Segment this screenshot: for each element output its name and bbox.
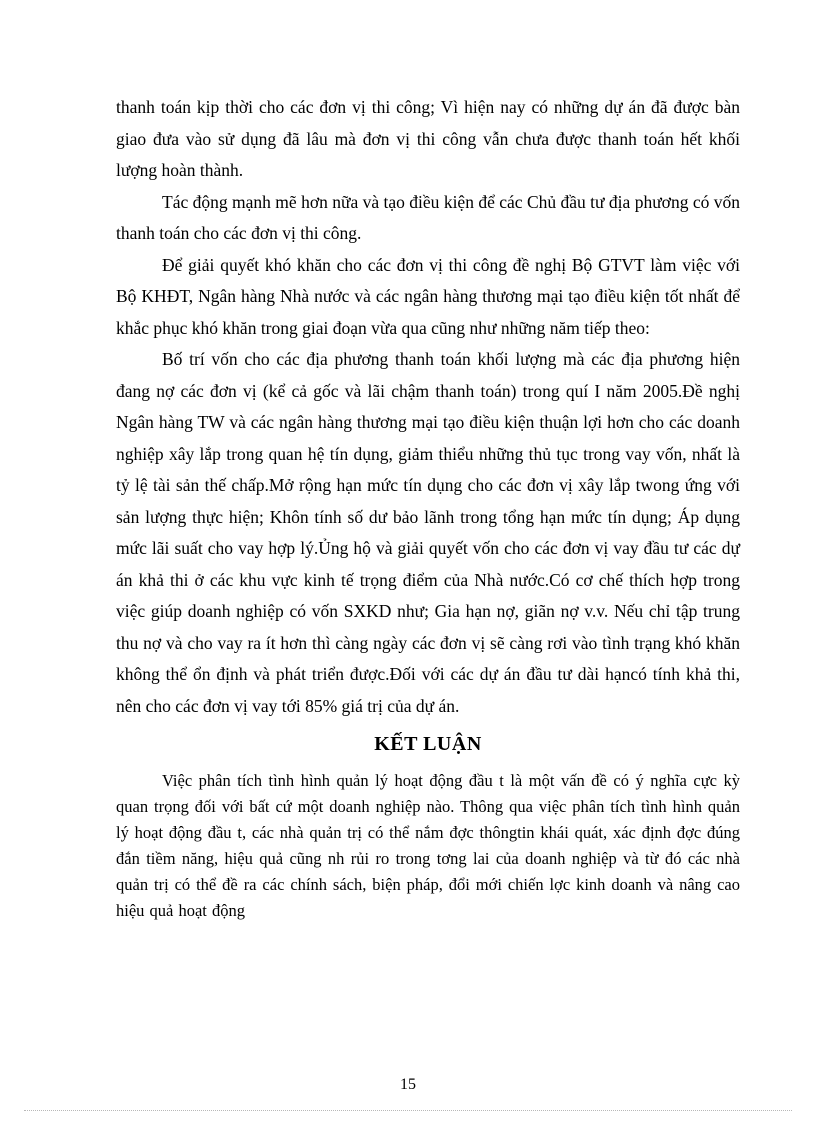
body-text — [116, 92, 740, 924]
paragraph-1: thanh toán kịp thời cho các đơn vị thi công; Vì hiện nay có những dự án đã được bàn giao đưa vào sử dụng đã lâu mà đơn vị thi công vẫn chưa được thanh toán hết khối lượng hoàn thành. — [116, 97, 740, 180]
paragraph-2: Tác động mạnh mẽ hơn nữa và tạo điều kiện để các Chủ đầu tư địa phương có vốn thanh toán cho các đơn vị thi công. — [116, 191, 740, 243]
paragraph-3: Để giải quyết khó khăn cho các đơn vị thi công đề nghị Bộ GTVT làm việc với Bộ KHĐT, Ngân hàng Nhà nước và các ngân hàng thương mại tạo điều kiện tốt nhất để khắc phục khó khăn trong giai đoạn vừa qua cũng như những năm tiếp theo: — [116, 254, 740, 338]
section-heading: KẾT LUẬN — [374, 733, 482, 755]
footer-divider — [24, 1110, 792, 1111]
page-number: 15 — [400, 1076, 416, 1093]
conclusion-paragraph: Việc phân tích tình hình quản lý hoạt động đầu t là một vấn đề có ý nghĩa cực kỳ quan trọng đối với bất cứ một doanh nghiệp nào. Thông qua việc phân tích tình hình quản lý hoạt động đầu t, các nhà quản trị có thể nắm đợc thôngtin khái quát, xác định đợc đúng đắn tiềm năng, hiệu quả cũng nh rủi ro trong tơng lai của doanh nghiệp và từ đó các nhà quản trị có thể đề ra các chính sách, biện pháp, đổi mới chiến lợc kinh doanh và nâng cao hiệu quả hoạt động — [116, 771, 740, 920]
paragraph-4: Bố trí vốn cho các địa phương thanh toán khối lượng mà các địa phương hiện đang nợ các đơn vị (kể cả gốc và lãi chậm thanh toán) trong quí I năm 2005.Đề nghị Ngân hàng TW và các ngân hàng thương mại tạo điều kiện thuận lợi hơn cho các doanh nghiệp xây lắp trong quan hệ tín dụng, giảm thiểu những thủ tục trong vay vốn, nhất là tỷ lệ tài sản thế chấp.Mở rộng hạn mức tín dụng cho các đơn vị xây lắp twong ứng với sản lượng thực hiện; Khôn tính số dư bảo lãnh trong tổng hạn mức tín dụng; Áp dụng mức lãi suất cho vay hợp lý.Ủng hộ và giải quyết vốn cho các đơn vị vay đầu tư các dự án khả thi ở các khu vực kinh tế trọng điểm của Nhà nước.Có cơ chế thích hợp trong việc giúp doanh nghiệp có vốn SXKD như; Gia hạn nợ, giãn nợ v.v. Nếu chỉ tập trung thu nợ và cho vay ra ít hơn thì càng ngày các đơn vị sẽ càng rơi vào tình trạng khó khăn không thể ổn định và phát triển được.Đối với các dự án đầu tư dài hạncó tính khả thi, nên cho các đơn vị vay tới 85% giá trị của dự án. — [116, 349, 740, 716]
